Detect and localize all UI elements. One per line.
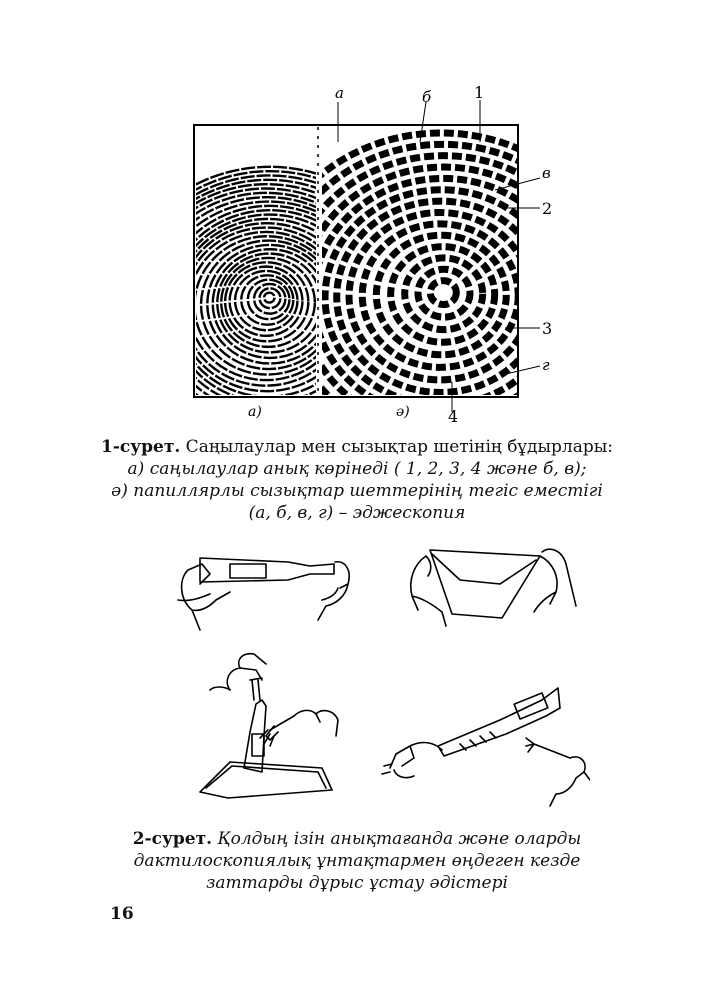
- page-number: 16: [110, 904, 134, 924]
- hands-holding-glass-illustration: [411, 549, 576, 626]
- figure2-caption-line3: заттарды дұрыс ұстау әдістері: [206, 873, 508, 893]
- panel-label-right: ә): [396, 404, 410, 420]
- figure1-caption: [80, 436, 634, 524]
- figure1-caption-line2: а) саңылаулар анық көрінеді ( 1, 2, 3, 4 және б, в);: [127, 459, 587, 479]
- figure1-title: 1-сурет.: [101, 437, 181, 457]
- label-a: а: [335, 84, 344, 102]
- label-3: 3: [542, 319, 553, 338]
- figure2-title: 2-сурет.: [132, 829, 213, 849]
- label-2: 2: [542, 199, 553, 218]
- label-b: б: [422, 88, 432, 106]
- handling-methods-figure: [170, 540, 590, 810]
- figure1-caption-line1: Саңылаулар мен сызықтар шетінің бұдырлары:: [180, 437, 613, 457]
- label-1: 1: [474, 83, 485, 102]
- label-g: г: [542, 356, 550, 374]
- figure2-caption: [80, 828, 634, 894]
- figure1-caption-line3: ә) папиллярлы сызықтар шеттерінің тегіс еместігі: [111, 481, 603, 501]
- figure2-caption-line1: Қолдың ізін анықтағанда және оларды: [212, 829, 582, 849]
- brushing-bottle-held-illustration: [382, 688, 590, 806]
- fingerprint-figure: [190, 82, 566, 424]
- figure1-caption-line4: (а, б, в, г) – эджескопия: [248, 503, 466, 523]
- brushing-bottle-on-table-illustration: [200, 654, 338, 798]
- figure2-caption-line2: дактилоскопиялық ұнтақтармен өңдеген кезде: [133, 851, 581, 871]
- hands-holding-bottle-illustration: [178, 558, 349, 630]
- panel-label-left: а): [248, 404, 262, 420]
- label-4: 4: [448, 407, 459, 424]
- label-v: в: [542, 164, 551, 182]
